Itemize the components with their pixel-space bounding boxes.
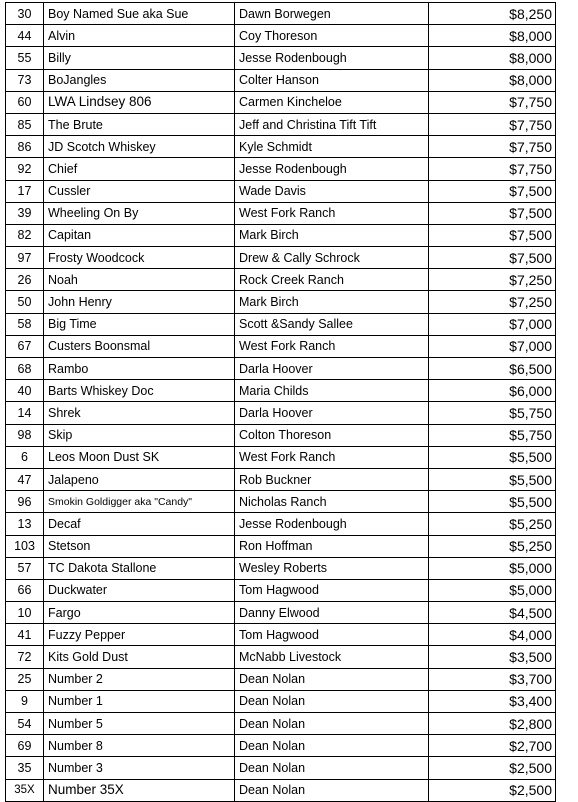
lot-number-cell: 6 — [6, 446, 44, 468]
table-row — [6, 402, 556, 424]
sale-price-cell: $5,500 — [429, 446, 556, 468]
lot-number-cell: 92 — [6, 158, 44, 180]
sale-price-cell: $5,500 — [429, 491, 556, 513]
sale-price-cell: $2,500 — [429, 779, 556, 801]
horse-name-cell: Duckwater — [44, 579, 235, 601]
lot-number-cell: 60 — [6, 91, 44, 113]
horse-name-cell: Big Time — [44, 313, 235, 335]
sale-price-cell: $8,250 — [429, 3, 556, 25]
horse-name-cell: JD Scotch Whiskey — [44, 136, 235, 158]
table-row — [6, 424, 556, 446]
consignor-cell: Rob Buckner — [235, 468, 429, 490]
sale-price-cell: $7,750 — [429, 158, 556, 180]
table-row — [6, 690, 556, 712]
consignor-cell: West Fork Ranch — [235, 202, 429, 224]
lot-number-cell: 17 — [6, 180, 44, 202]
lot-number-cell: 103 — [6, 535, 44, 557]
horse-name-cell: Number 1 — [44, 690, 235, 712]
consignor-cell: Wesley Roberts — [235, 557, 429, 579]
sale-price-cell: $5,000 — [429, 579, 556, 601]
horse-name-cell: Number 35X — [44, 779, 235, 801]
table-row — [6, 158, 556, 180]
sale-price-cell: $5,500 — [429, 468, 556, 490]
consignor-cell: Jesse Rodenbough — [235, 513, 429, 535]
horse-name-cell: Stetson — [44, 535, 235, 557]
table-row — [6, 335, 556, 357]
sale-price-cell: $8,000 — [429, 69, 556, 91]
table-row — [6, 69, 556, 91]
lot-number-cell: 55 — [6, 47, 44, 69]
horse-name-cell: Frosty Woodcock — [44, 247, 235, 269]
consignor-cell: Darla Hoover — [235, 402, 429, 424]
table-row — [6, 136, 556, 158]
lot-number-cell: 44 — [6, 25, 44, 47]
consignor-cell: West Fork Ranch — [235, 446, 429, 468]
horse-name-cell: Kits Gold Dust — [44, 646, 235, 668]
lot-number-cell: 25 — [6, 668, 44, 690]
table-row — [6, 91, 556, 113]
consignor-cell: Colton Thoreson — [235, 424, 429, 446]
table-row — [6, 757, 556, 779]
consignor-cell: Coy Thoreson — [235, 25, 429, 47]
consignor-cell: Dean Nolan — [235, 779, 429, 801]
consignor-cell: Kyle Schmidt — [235, 136, 429, 158]
consignor-cell: Colter Hanson — [235, 69, 429, 91]
table-row — [6, 202, 556, 224]
lot-number-cell: 54 — [6, 713, 44, 735]
sale-price-cell: $7,750 — [429, 136, 556, 158]
lot-number-cell: 97 — [6, 247, 44, 269]
lot-number-cell: 9 — [6, 690, 44, 712]
table-row — [6, 602, 556, 624]
sale-price-cell: $7,250 — [429, 269, 556, 291]
lot-number-cell: 66 — [6, 579, 44, 601]
sale-price-cell: $7,000 — [429, 335, 556, 357]
table-row — [6, 646, 556, 668]
sale-results-table — [5, 2, 556, 802]
lot-number-cell: 50 — [6, 291, 44, 313]
sale-price-cell: $8,000 — [429, 47, 556, 69]
table-row — [6, 3, 556, 25]
horse-name-cell: Smokin Goldigger aka "Candy" — [44, 491, 235, 513]
table-row — [6, 579, 556, 601]
table-row — [6, 291, 556, 313]
consignor-cell: Wade Davis — [235, 180, 429, 202]
horse-name-cell: TC Dakota Stallone — [44, 557, 235, 579]
horse-name-cell: Capitan — [44, 224, 235, 246]
sale-price-cell: $7,000 — [429, 313, 556, 335]
horse-name-cell: Billy — [44, 47, 235, 69]
consignor-cell: Dean Nolan — [235, 668, 429, 690]
horse-name-cell: The Brute — [44, 113, 235, 135]
lot-number-cell: 40 — [6, 380, 44, 402]
sale-price-cell: $7,500 — [429, 224, 556, 246]
lot-number-cell: 35X — [6, 779, 44, 801]
table-row — [6, 491, 556, 513]
consignor-cell: Dean Nolan — [235, 757, 429, 779]
sale-price-cell: $6,000 — [429, 380, 556, 402]
consignor-cell: Drew & Cally Schrock — [235, 247, 429, 269]
consignor-cell: Mark Birch — [235, 291, 429, 313]
table-row — [6, 468, 556, 490]
lot-number-cell: 58 — [6, 313, 44, 335]
horse-name-cell: Wheeling On By — [44, 202, 235, 224]
horse-name-cell: LWA Lindsey 806 — [44, 91, 235, 113]
table-row — [6, 358, 556, 380]
horse-name-cell: John Henry — [44, 291, 235, 313]
consignor-cell: Jeff and Christina Tift Tift — [235, 113, 429, 135]
sale-price-cell: $3,500 — [429, 646, 556, 668]
consignor-cell: Maria Childs — [235, 380, 429, 402]
consignor-cell: West Fork Ranch — [235, 335, 429, 357]
sale-price-cell: $7,250 — [429, 291, 556, 313]
lot-number-cell: 41 — [6, 624, 44, 646]
table-row — [6, 535, 556, 557]
consignor-cell: Rock Creek Ranch — [235, 269, 429, 291]
consignor-cell: Ron Hoffman — [235, 535, 429, 557]
horse-name-cell: Number 3 — [44, 757, 235, 779]
sale-price-cell: $3,400 — [429, 690, 556, 712]
horse-name-cell: BoJangles — [44, 69, 235, 91]
table-row — [6, 557, 556, 579]
horse-name-cell: Cussler — [44, 180, 235, 202]
lot-number-cell: 39 — [6, 202, 44, 224]
sale-price-cell: $5,750 — [429, 402, 556, 424]
table-row — [6, 735, 556, 757]
lot-number-cell: 98 — [6, 424, 44, 446]
lot-number-cell: 72 — [6, 646, 44, 668]
consignor-cell: Darla Hoover — [235, 358, 429, 380]
lot-number-cell: 14 — [6, 402, 44, 424]
lot-number-cell: 73 — [6, 69, 44, 91]
horse-name-cell: Fargo — [44, 602, 235, 624]
table-row — [6, 113, 556, 135]
table-row — [6, 779, 556, 801]
horse-name-cell: Chief — [44, 158, 235, 180]
sale-price-cell: $2,800 — [429, 713, 556, 735]
sale-price-cell: $2,500 — [429, 757, 556, 779]
table-row — [6, 713, 556, 735]
consignor-cell: Scott &Sandy Sallee — [235, 313, 429, 335]
sale-price-cell: $7,500 — [429, 247, 556, 269]
consignor-cell: Mark Birch — [235, 224, 429, 246]
sale-price-cell: $7,500 — [429, 202, 556, 224]
lot-number-cell: 57 — [6, 557, 44, 579]
table-row — [6, 269, 556, 291]
table-row — [6, 446, 556, 468]
horse-name-cell: Jalapeno — [44, 468, 235, 490]
consignor-cell: Jesse Rodenbough — [235, 158, 429, 180]
horse-name-cell: Number 8 — [44, 735, 235, 757]
consignor-cell: Tom Hagwood — [235, 579, 429, 601]
table-row — [6, 247, 556, 269]
table-row — [6, 668, 556, 690]
sale-price-cell: $6,500 — [429, 358, 556, 380]
sale-price-cell: $7,750 — [429, 113, 556, 135]
lot-number-cell: 86 — [6, 136, 44, 158]
table-row — [6, 313, 556, 335]
lot-number-cell: 67 — [6, 335, 44, 357]
table-row — [6, 380, 556, 402]
consignor-cell: Nicholas Ranch — [235, 491, 429, 513]
table-row — [6, 25, 556, 47]
lot-number-cell: 85 — [6, 113, 44, 135]
consignor-cell: Dean Nolan — [235, 690, 429, 712]
horse-name-cell: Leos Moon Dust SK — [44, 446, 235, 468]
horse-name-cell: Alvin — [44, 25, 235, 47]
consignor-cell: Jesse Rodenbough — [235, 47, 429, 69]
lot-number-cell: 69 — [6, 735, 44, 757]
sale-price-cell: $7,750 — [429, 91, 556, 113]
lot-number-cell: 13 — [6, 513, 44, 535]
lot-number-cell: 35 — [6, 757, 44, 779]
lot-number-cell: 96 — [6, 491, 44, 513]
table-row — [6, 180, 556, 202]
sale-price-cell: $2,700 — [429, 735, 556, 757]
table-row — [6, 513, 556, 535]
table-row — [6, 47, 556, 69]
sale-price-cell: $5,250 — [429, 513, 556, 535]
consignor-cell: Tom Hagwood — [235, 624, 429, 646]
lot-number-cell: 47 — [6, 468, 44, 490]
consignor-cell: Dean Nolan — [235, 713, 429, 735]
sale-results-body — [6, 3, 556, 802]
horse-name-cell: Decaf — [44, 513, 235, 535]
table-row — [6, 624, 556, 646]
horse-name-cell: Number 2 — [44, 668, 235, 690]
lot-number-cell: 26 — [6, 269, 44, 291]
consignor-cell: McNabb Livestock — [235, 646, 429, 668]
consignor-cell: Danny Elwood — [235, 602, 429, 624]
horse-name-cell: Number 5 — [44, 713, 235, 735]
lot-number-cell: 10 — [6, 602, 44, 624]
sale-price-cell: $4,500 — [429, 602, 556, 624]
horse-name-cell: Noah — [44, 269, 235, 291]
sale-price-cell: $4,000 — [429, 624, 556, 646]
consignor-cell: Dawn Borwegen — [235, 3, 429, 25]
consignor-cell: Carmen Kincheloe — [235, 91, 429, 113]
horse-name-cell: Barts Whiskey Doc — [44, 380, 235, 402]
horse-name-cell: Fuzzy Pepper — [44, 624, 235, 646]
horse-name-cell: Shrek — [44, 402, 235, 424]
horse-name-cell: Rambo — [44, 358, 235, 380]
sale-price-cell: $8,000 — [429, 25, 556, 47]
horse-name-cell: Skip — [44, 424, 235, 446]
sale-price-cell: $5,250 — [429, 535, 556, 557]
table-row — [6, 224, 556, 246]
consignor-cell: Dean Nolan — [235, 735, 429, 757]
sale-price-cell: $5,000 — [429, 557, 556, 579]
sale-price-cell: $5,750 — [429, 424, 556, 446]
lot-number-cell: 68 — [6, 358, 44, 380]
sale-price-cell: $3,700 — [429, 668, 556, 690]
sale-price-cell: $7,500 — [429, 180, 556, 202]
horse-name-cell: Boy Named Sue aka Sue — [44, 3, 235, 25]
horse-name-cell: Custers Boonsmal — [44, 335, 235, 357]
lot-number-cell: 82 — [6, 224, 44, 246]
lot-number-cell: 30 — [6, 3, 44, 25]
